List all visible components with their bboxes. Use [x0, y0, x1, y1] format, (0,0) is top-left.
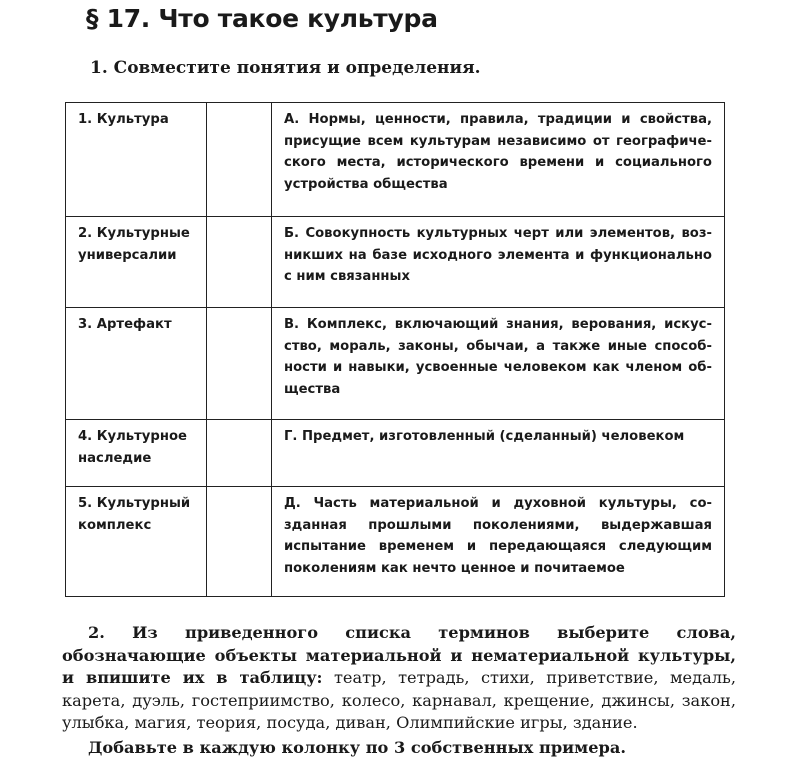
answer-cell[interactable] [207, 103, 272, 217]
table-row [66, 103, 725, 217]
term-cell: 4. Культурное наследие [66, 420, 207, 487]
answer-cell[interactable] [207, 487, 272, 597]
answer-cell[interactable] [207, 420, 272, 487]
answer-cell[interactable] [207, 308, 272, 420]
definition-cell: Д. Часть материальной и духовной культуры, созданная прошлыми поколениями, выдержавшая испытание временем и передающаяся следующим поколениям как нечто ценное и почитаемое [272, 487, 725, 597]
table-row [66, 308, 725, 420]
term-cell: 1. Культура [66, 103, 207, 217]
table-row [66, 487, 725, 597]
table-row [66, 217, 725, 308]
answer-cell[interactable] [207, 217, 272, 308]
definition-cell: Г. Предмет, изготовленный (сделанный) человеком [272, 420, 725, 487]
table-row [66, 420, 725, 487]
definition-cell: В. Комплекс, включающий знания, верования, искусство, мораль, законы, обычаи, а также иные способности и навыки, усвоенные человеком как членом общества [272, 308, 725, 420]
term-cell: 5. Культурный комплекс [66, 487, 207, 597]
term-cell: 3. Артефакт [66, 308, 207, 420]
task2-extra: Добавьте в каждую колонку по 3 собственных примера. [88, 738, 626, 757]
task2-instruction: 2. Из приведенного списка терминов выберите слова, обозначающие объекты материальной и нематериальной культуры, и впишите их в таблицу: [62, 623, 736, 688]
matching-table [65, 102, 725, 597]
task1-heading: 1. Совместите понятия и определения. [90, 58, 481, 78]
task2-paragraph [62, 622, 736, 735]
section-title: § 17. Что такое культура [86, 4, 438, 33]
definition-cell: А. Нормы, ценности, правила, традиции и свойства, присущие всем культурам независимо от географического места, исторического времени и социального устройства общества [272, 103, 725, 217]
definition-cell: Б. Совокупность культурных черт или элементов, возникших на базе исходного элемента и функционально с ним связанных [272, 217, 725, 308]
term-cell: 2. Культурные универсалии [66, 217, 207, 308]
task2-terms: театр, тетрадь, стихи, приветствие, медаль, карета, дуэль, гостеприимство, колесо, карнавал, крещение, джинсы, закон, улыбка, магия, теория, посуда, диван, Олимпийские игры, здание. [62, 668, 736, 733]
